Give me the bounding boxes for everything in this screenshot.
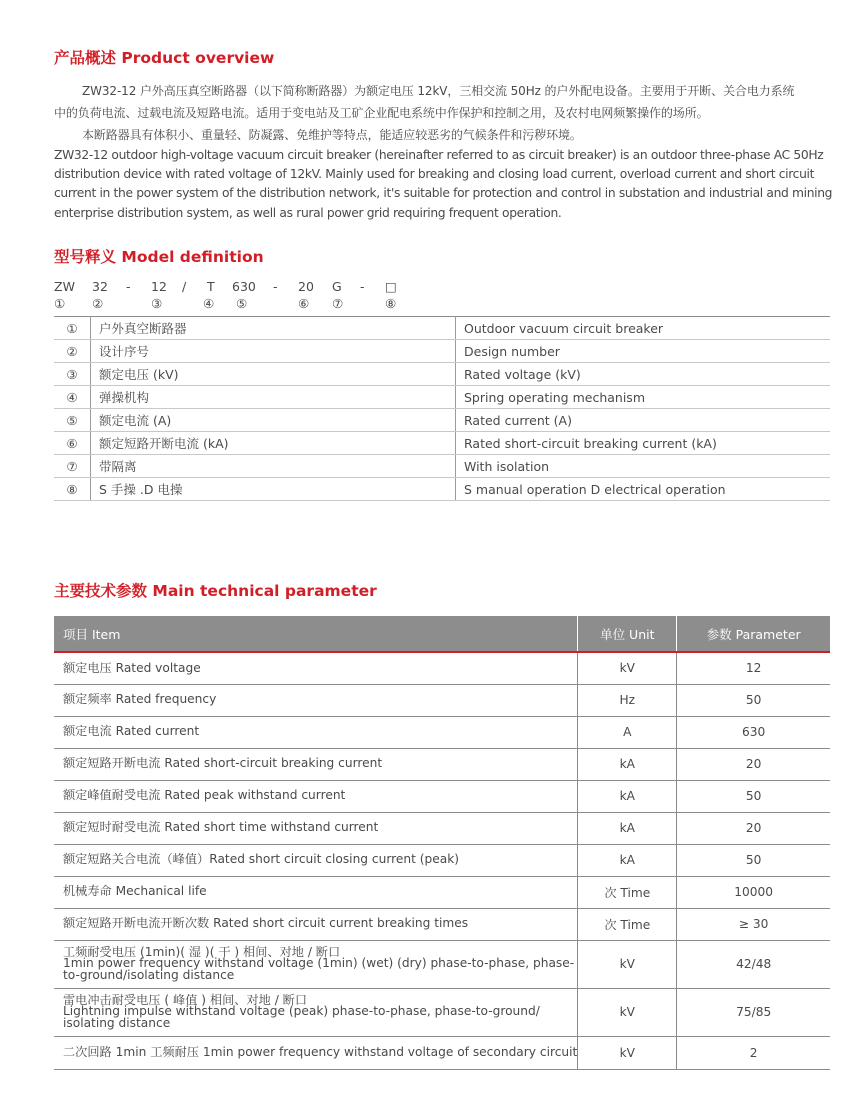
param-value: 12 <box>677 652 830 684</box>
param-value: 20 <box>677 748 830 780</box>
table-row <box>54 478 830 501</box>
param-item-line: 额定电流 Rated current <box>63 724 200 739</box>
param-item <box>54 684 578 716</box>
overview-en-line-1: ZW32-12 outdoor high-voltage vacuum circuit breaker (hereinafter referred to as circuit breaker) is an outdoor three-phase AC 50Hz <box>54 148 824 162</box>
table-row <box>54 908 830 940</box>
param-value: 2 <box>677 1036 830 1069</box>
param-item <box>54 908 578 940</box>
table-row <box>54 844 830 876</box>
model-code-part: - <box>126 279 131 294</box>
table-row <box>54 748 830 780</box>
param-item-line: 额定短时耐受电流 Rated short time withstand current <box>63 820 379 835</box>
table-header-row <box>54 616 830 652</box>
row-cn: 额定电流 (A) <box>91 409 456 432</box>
param-item <box>54 748 578 780</box>
row-cn: 弹操机构 <box>91 386 456 409</box>
param-item-line: isolating distance <box>63 1015 171 1030</box>
row-cn: 带隔离 <box>91 455 456 478</box>
model-code-part: T <box>207 279 215 294</box>
table-row <box>54 317 830 340</box>
overview-cn-line-1: ZW32-12 户外高压真空断路器（以下简称断路器）为额定电压 12kV，三相交流 50Hz 的户外配电设备。主要用于开断、关合电力系统 <box>82 84 795 98</box>
table-row <box>54 432 830 455</box>
row-number: ① <box>54 317 91 340</box>
model-code-part: 12 <box>151 279 167 294</box>
row-number: ⑦ <box>54 455 91 478</box>
param-item <box>54 780 578 812</box>
param-unit: kA <box>578 844 677 876</box>
table-row <box>54 940 830 988</box>
param-value: 50 <box>677 844 830 876</box>
row-number: ② <box>54 340 91 363</box>
model-definition-table <box>54 316 830 501</box>
model-marker: ⑥ <box>298 296 310 311</box>
row-cn: 设计序号 <box>91 340 456 363</box>
param-item <box>54 652 578 684</box>
param-unit: kV <box>578 652 677 684</box>
model-code-part: ZW <box>54 279 75 294</box>
model-code-part: □ <box>385 279 397 294</box>
model-code-part: 20 <box>298 279 314 294</box>
table-row <box>54 409 830 432</box>
param-value: 75/85 <box>677 988 830 1036</box>
param-item-line: Lightning impulse withstand voltage (peak) phase-to-phase, phase-to-ground/ <box>63 1004 540 1019</box>
param-item-line: 工频耐受电压 (1min)( 湿 )( 干 ) 相间、对地 / 断口 <box>63 944 341 959</box>
row-number: ⑤ <box>54 409 91 432</box>
overview-cn-line-3: 本断路器具有体积小、重量轻、防凝露、免维护等特点，能适应较恶劣的气候条件和污秽环境。 <box>82 128 582 142</box>
param-item-line: 额定电压 Rated voltage <box>63 660 201 675</box>
row-cn: 额定电压 (kV) <box>91 363 456 386</box>
param-value: 50 <box>677 684 830 716</box>
row-number: ⑥ <box>54 432 91 455</box>
param-item-line: 二次回路 1min 工频耐压 1min power frequency withstand voltage of secondary circuit <box>63 1044 578 1059</box>
param-unit: kV <box>578 1036 677 1069</box>
row-en: Design number <box>456 340 831 363</box>
product-overview-title: 产品概述 Product overview <box>54 49 275 67</box>
row-en: S manual operation D electrical operation <box>456 478 831 501</box>
row-en: Rated short-circuit breaking current (kA) <box>456 432 831 455</box>
row-cn: 额定短路开断电流 (kA) <box>91 432 456 455</box>
model-marker: ⑤ <box>236 296 248 311</box>
row-en: Rated current (A) <box>456 409 831 432</box>
table-row <box>54 988 830 1036</box>
table-row <box>54 1036 830 1069</box>
table-row <box>54 386 830 409</box>
param-unit: kV <box>578 988 677 1036</box>
overview-en-line-4: enterprise distribution system, as well as rural power grid requiring frequent operation. <box>54 206 562 220</box>
model-code-part: G <box>332 279 342 294</box>
param-item <box>54 716 578 748</box>
table-row <box>54 780 830 812</box>
technical-parameter-table <box>54 616 830 1070</box>
row-number: ④ <box>54 386 91 409</box>
param-value: 10000 <box>677 876 830 908</box>
model-code-part: - <box>360 279 365 294</box>
overview-en-line-2: distribution device with rated voltage of 12kV. Mainly used for breaking and closing load current, overload current and short circuit <box>54 167 815 181</box>
param-item-line: 1min power frequency withstand voltage (1min) (wet) (dry) phase-to-phase, phase- <box>63 956 575 971</box>
model-marker: ④ <box>203 296 215 311</box>
main-technical-parameter-title: 主要技术参数 Main technical parameter <box>54 582 377 600</box>
table-row <box>54 876 830 908</box>
table-row <box>54 716 830 748</box>
param-item <box>54 812 578 844</box>
param-value: ≥ 30 <box>677 908 830 940</box>
param-unit: kV <box>578 940 677 988</box>
param-item <box>54 1036 578 1069</box>
param-item-line: 额定峰值耐受电流 Rated peak withstand current <box>63 788 346 803</box>
table-row <box>54 455 830 478</box>
param-item-line: 额定频率 Rated frequency <box>63 692 217 707</box>
table-row <box>54 340 830 363</box>
model-marker: ⑧ <box>385 296 397 311</box>
table-row <box>54 652 830 684</box>
param-unit: kA <box>578 812 677 844</box>
param-item <box>54 876 578 908</box>
table-row <box>54 684 830 716</box>
param-value: 50 <box>677 780 830 812</box>
header-item: 项目 Item <box>54 616 578 652</box>
param-unit: Hz <box>578 684 677 716</box>
param-unit: kA <box>578 780 677 812</box>
model-marker: ③ <box>151 296 163 311</box>
param-item-line: 雷电冲击耐受电压 ( 峰值 ) 相间、对地 / 断口 <box>63 992 308 1007</box>
overview-en-line-3: current in the power system of the distribution network, it's suitable for protection and control in substation and industrial and mining <box>54 186 833 200</box>
model-marker: ⑦ <box>332 296 344 311</box>
row-en: Outdoor vacuum circuit breaker <box>456 317 831 340</box>
param-item-line: to-ground/isolating distance <box>63 967 235 982</box>
row-en: Rated voltage (kV) <box>456 363 831 386</box>
model-definition-title: 型号释义 Model definition <box>54 248 264 266</box>
param-item <box>54 988 578 1036</box>
row-number: ⑧ <box>54 478 91 501</box>
model-code-part: / <box>182 279 187 294</box>
param-unit: 次 Time <box>578 908 677 940</box>
table-row <box>54 812 830 844</box>
param-item-line: 额定短路关合电流（峰值）Rated short circuit closing current (peak) <box>63 852 460 867</box>
param-unit: A <box>578 716 677 748</box>
param-value: 20 <box>677 812 830 844</box>
param-unit: kA <box>578 748 677 780</box>
param-item <box>54 844 578 876</box>
row-cn: 户外真空断路器 <box>91 317 456 340</box>
model-marker: ② <box>92 296 104 311</box>
param-item-line: 机械寿命 Mechanical life <box>63 884 207 899</box>
row-en: With isolation <box>456 455 831 478</box>
param-item-line: 额定短路开断电流开断次数 Rated short circuit current breaking times <box>63 916 469 931</box>
param-item <box>54 940 578 988</box>
row-cn: S 手操 .D 电操 <box>91 478 456 501</box>
param-unit: 次 Time <box>578 876 677 908</box>
model-code-part: - <box>273 279 278 294</box>
row-number: ③ <box>54 363 91 386</box>
model-code-part: 630 <box>232 279 256 294</box>
header-parameter: 参数 Parameter <box>677 616 830 652</box>
param-item-line: 额定短路开断电流 Rated short-circuit breaking current <box>63 756 383 771</box>
table-row <box>54 363 830 386</box>
header-unit: 单位 Unit <box>578 616 677 652</box>
row-en: Spring operating mechanism <box>456 386 831 409</box>
param-value: 630 <box>677 716 830 748</box>
model-marker: ① <box>54 296 66 311</box>
overview-cn-line-2: 中的负荷电流、过载电流及短路电流。适用于变电站及工矿企业配电系统中作保护和控制之用，及农村电网频繁操作的场所。 <box>54 106 709 120</box>
model-code-part: 32 <box>92 279 108 294</box>
param-value: 42/48 <box>677 940 830 988</box>
